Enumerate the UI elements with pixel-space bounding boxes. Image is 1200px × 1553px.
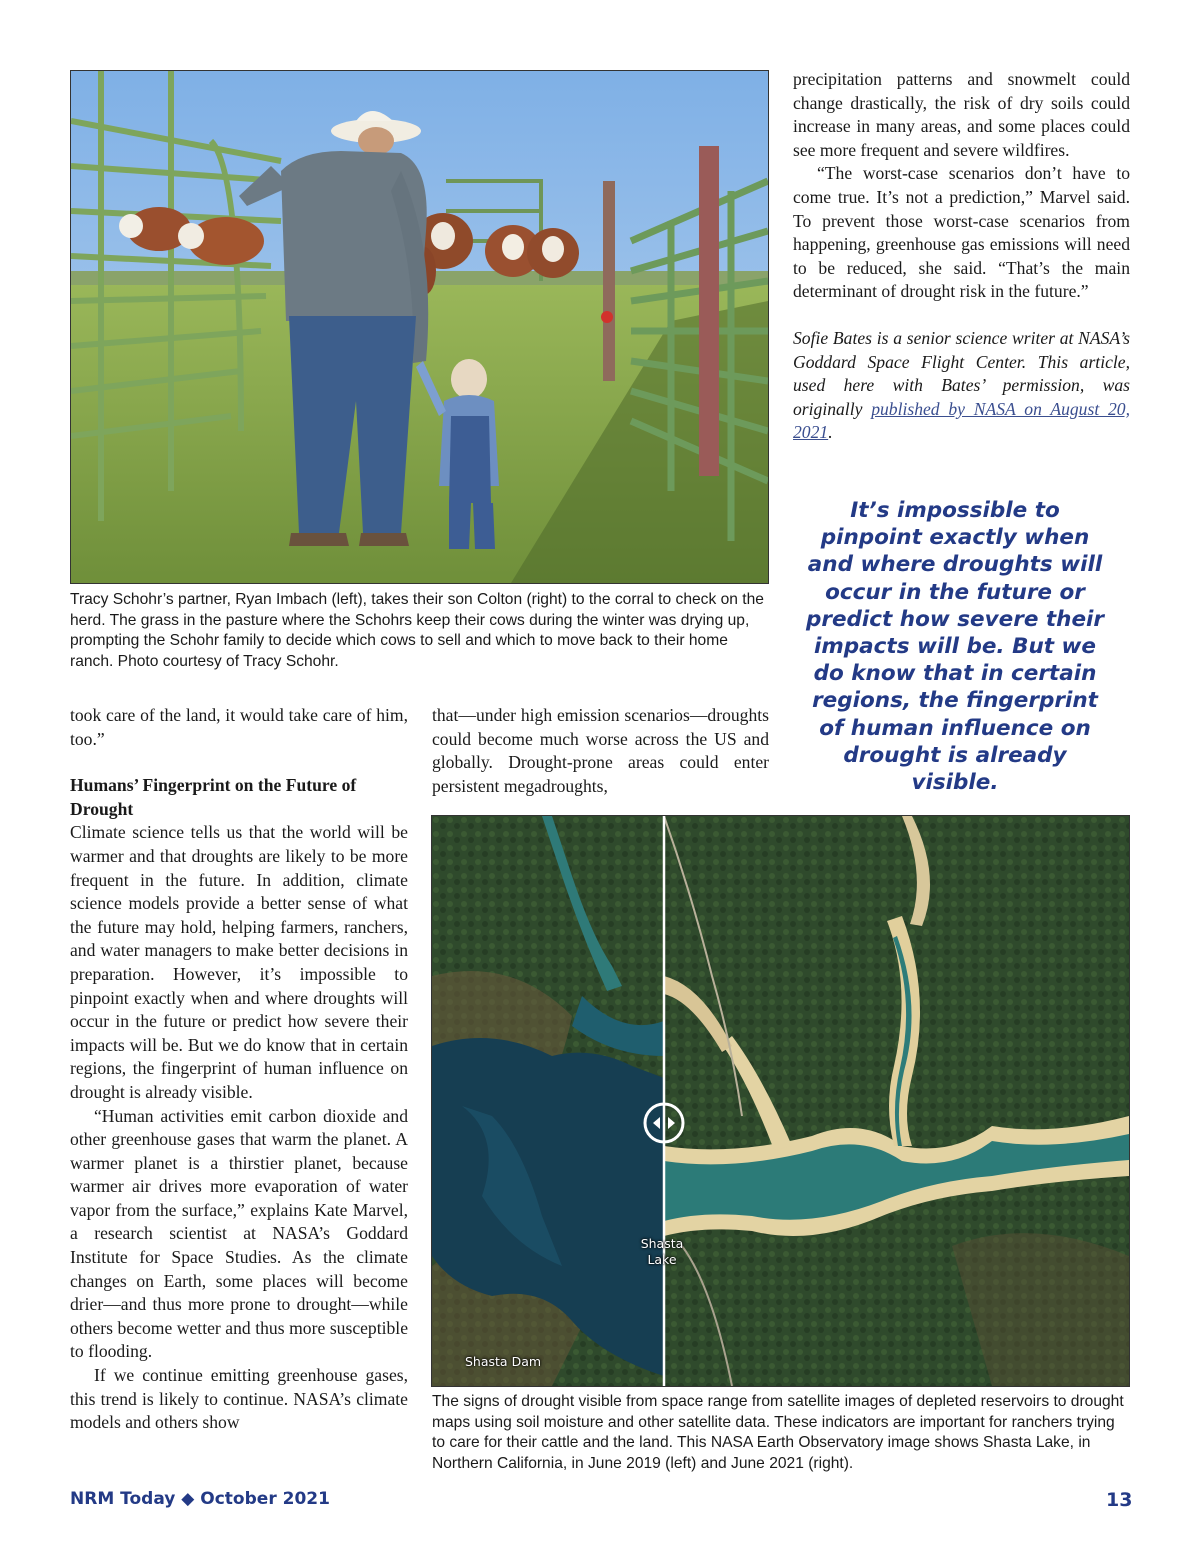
source-link[interactable]: published by NASA on August 20, 2021 [793,398,1130,443]
satellite-caption: The signs of drought visible from space range from satellite images of depleted reservoirs to drought maps using soil moisture and other satellite data. These indicators are important for ranchers trying to care for their cattle and the land. This NASA Earth Observatory image shows Shasta Lake, in Northern California, in June 2019 (left) and June 2021 (right). [432,1393,1124,1472]
author-bio-text: Sofie Bates is a senior science writer at NASA’s Goddard Space Flight Center. This article, used here with Bates’ permission, was originally [793,327,1130,419]
page-number: 13 [1106,1489,1133,1511]
paragraph: “Human activities emit carbon dioxide and other greenhouse gases that warm the planet. A warmer planet is a thirstier planet, because warmer air drives more evaporation of water vapor from the surface,” explains Kate Marvel, a research scientist at NASA’s Goddard Institute for Space Studies. As the climate changes on Earth, some places will become drier—and thus more prone to drought—while others become wetter and thus more susceptible to flooding. [70,1105,408,1362]
map-label-shasta-dam: Shasta Dam [465,1354,542,1369]
section-heading: Humans’ Fingerprint on the Future of Drought [70,775,357,819]
left-column-text [70,704,408,1435]
ranch-photo-illustration [71,71,768,583]
map-label-shasta-lake: Shasta Lake [640,1236,684,1267]
author-bio-end: . [828,422,833,443]
photo-caption: Tracy Schohr’s partner, Ryan Imbach (left), takes their son Colton (right) to the corral to check on the herd. The grass in the pasture where the Schohrs keep their cows during the winter was drying up, prompting the Schohr family to decide which cows to sell and which to move back to their home ranch. Photo courtesy of Tracy Schohr. [70,591,764,670]
paragraph: “The worst-case scenarios don’t have to come true. It’s not a prediction,” Marvel said. To prevent those worst-case scenarios from happening, greenhouse gas emissions will need to be reduced, she said. “That’s the main determinant of drought risk in the future.” [793,163,1130,302]
pull-quote: It’s impossible to pinpoint exactly when and where droughts will occur in the future or predict how severe their impacts will be. But we do know that in certain regions, the fingerprint of human influence on drought is already visible. [805,498,1105,796]
paragraph: Climate science tells us that the world will be warmer and that droughts are likely to be more frequent in the future. In addition, climate science models provide a better sense of what the future may hold, helping farmers, ranchers, and water managers to make better decisions in preparation. However, it’s impossible to pinpoint exactly when and where droughts will occur in the future or predict how severe their impacts will be. But we do know that in certain regions, the fingerprint of human influence on drought is already visible. [70,822,408,1102]
satellite-map [432,816,1129,1386]
author-bio [793,327,1130,445]
middle-column-text [432,704,769,798]
paragraph: took care of the land, it would take care of him, too.” [70,705,408,749]
footer-publication: NRM Today ◆ October 2021 [70,1489,330,1509]
paragraph: precipitation patterns and snowmelt could change drastically, the risk of dry soils could increase in many areas, and some places could see more frequent and severe wildfires. [793,69,1130,160]
right-column-text [793,68,1130,445]
paragraph: If we continue emitting greenhouse gases, this trend is likely to continue. NASA’s climate models and others show [70,1365,408,1433]
satellite-image [431,815,1130,1387]
ranch-photo [70,70,769,584]
paragraph: that—under high emission scenarios—droughts could become much worse across the US and globally. Drought-prone areas could enter persistent megadroughts, [432,705,769,796]
